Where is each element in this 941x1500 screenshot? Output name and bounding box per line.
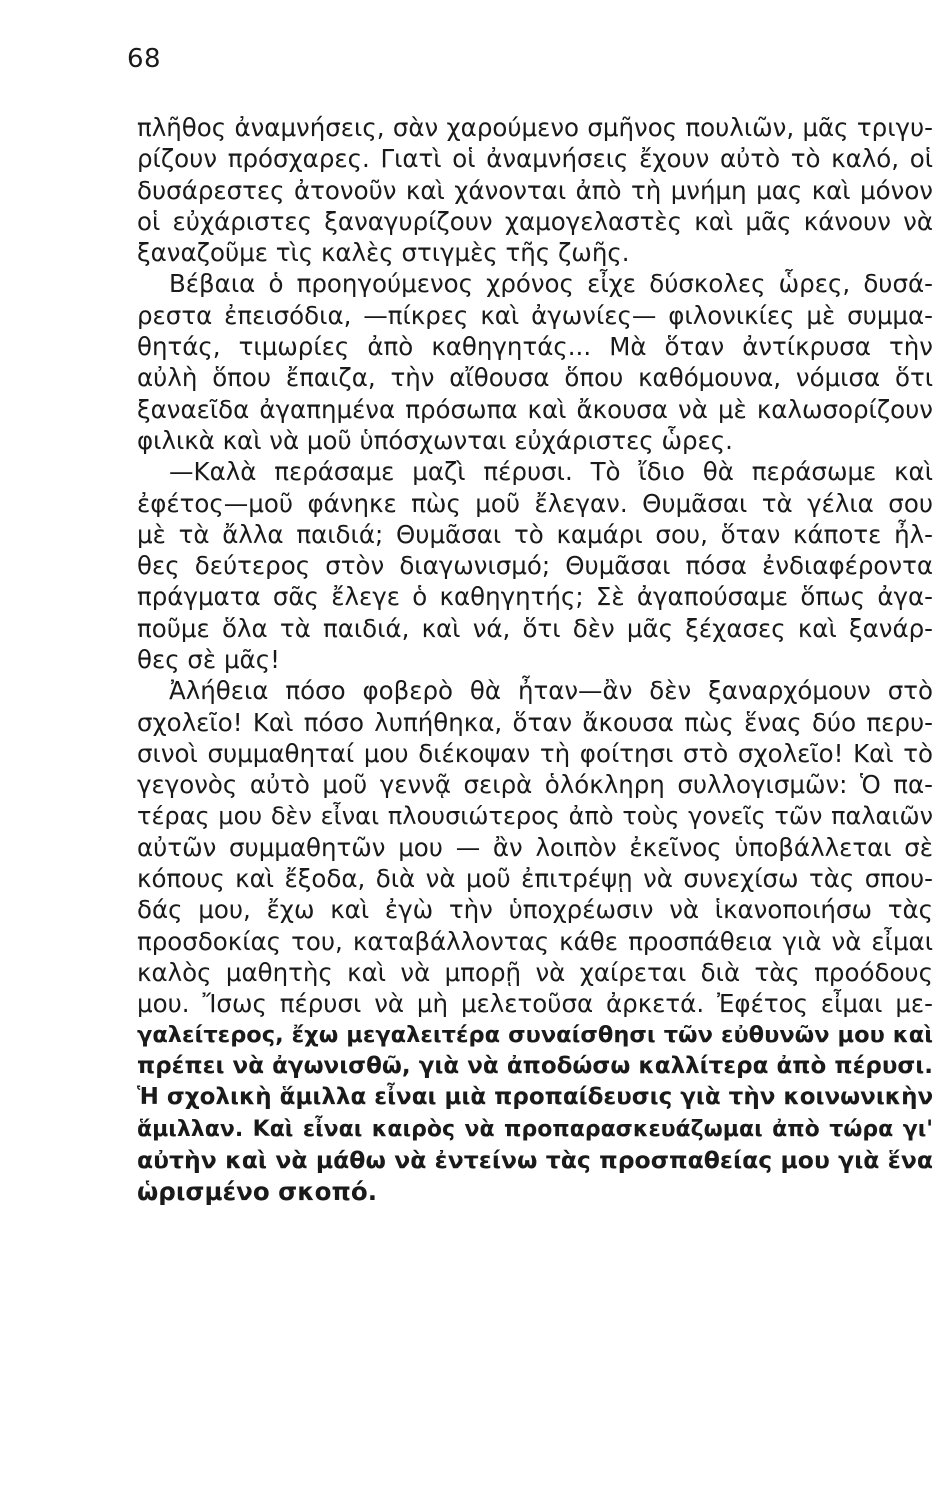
text-line: θητάς, τιμωρίες ἀπὸ καθηγητάς... Μὰ ὅταν ἀντίκρυσα τὴν — [137, 332, 933, 362]
text-line: ἐφέτος—μοῦ φάνηκε πὼς μοῦ ἔλεγαν. Θυμᾶσαι τὰ γέλια σου — [137, 488, 933, 518]
text-line: πράγματα σᾶς ἔλεγε ὁ καθηγητής; Σὲ ἀγαπούσαμε ὅπως ἀγα- — [137, 582, 933, 612]
text-line: —Καλὰ περάσαμε μαζὶ πέρυσι. Τὸ ἴδιο θὰ περάσωμε καὶ — [169, 457, 933, 487]
text-line: πρέπει νὰ ἀγωνισθῶ, γιὰ νὰ ἀποδώσω καλλίτερα ἀπὸ πέρυσι. — [137, 1052, 933, 1079]
text-line: μὲ τὰ ἄλλα παιδιά; Θυμᾶσαι τὸ καμάρι σου, ὅταν κάποτε ἦλ- — [137, 519, 933, 549]
text-line: αὐτὴν καὶ νὰ μάθω νὰ ἐντείνω τὰς προσπαθείας μου γιὰ ἕνα — [137, 1145, 933, 1174]
text-line: καλὸς μαθητὴς καὶ νὰ μπορῇ νὰ χαίρεται διὰ τὰς προόδους — [137, 958, 933, 988]
body-text — [137, 112, 933, 1207]
text-line: ξαναεῖδα ἀγαπημένα πρόσωπα καὶ ἄκουσα νὰ μὲ καλωσορίζουν — [137, 394, 933, 424]
text-line: αὐλὴ ὅπου ἔπαιζα, τὴν αἴθουσα ὅπου καθόμουνα, νόμισα ὅτι — [137, 363, 933, 393]
text-line: γαλείτερος, ἔχω μεγαλειτέρα συναίσθησι τῶν εὐθυνῶν μου καὶ — [137, 1021, 933, 1048]
text-line: ξαναζοῦμε τὶς καλὲς στιγμὲς τῆς ζωῆς. — [137, 238, 630, 268]
page-number: 68 — [127, 44, 162, 74]
text-line: θες δεύτερος στὸν διαγωνισμό; Θυμᾶσαι πόσα ἐνδιαφέροντα — [137, 551, 933, 581]
text-line: προσδοκίας του, καταβάλλοντας κάθε προσπάθεια γιὰ νὰ εἶμαι — [137, 926, 933, 956]
text-line: σινοὶ συμμαθηταί μου διέκοψαν τὴ φοίτησι στὸ σχολεῖο! Καὶ τὸ — [137, 738, 933, 768]
text-line: Βέβαια ὁ προηγούμενος χρόνος εἶχε δύσκολες ὧρες, δυσά- — [169, 269, 933, 299]
text-line: ρεστα ἐπεισόδια, —πίκρες καὶ ἀγωνίες— φιλονικίες μὲ συμμα- — [137, 300, 933, 330]
text-line: αὐτῶν συμμαθητῶν μου — ἂν λοιπὸν ἐκεῖνος ὑποβάλλεται σὲ — [137, 832, 933, 862]
text-line: Ἀλήθεια πόσο φοβερὸ θὰ ἦταν—ἂν δὲν ξαναρχόμουν στὸ — [169, 676, 933, 706]
text-line: οἱ εὐχάριστες ξαναγυρίζουν χαμογελαστὲς καὶ μᾶς κάνουν νὰ — [137, 206, 933, 236]
text-line: τέρας μου δὲν εἶναι πλουσιώτερος ἀπὸ τοὺς γονεῖς τῶν παλαιῶν — [137, 801, 933, 830]
text-line: σχολεῖο! Καὶ πόσο λυπήθηκα, ὅταν ἄκουσα πὼς ἕνας δύο περυ- — [137, 707, 933, 737]
text-line: ποῦμε ὅλα τὰ παιδιά, καὶ νά, ὅτι δὲν μᾶς ξέχασες καὶ ξανάρ- — [137, 613, 933, 643]
text-line: δυσάρεστες ἀτονοῦν καὶ χάνονται ἀπὸ τὴ μνήμη μας καὶ μόνον — [137, 175, 933, 205]
text-line: κόπους καὶ ἔξοδα, διὰ νὰ μοῦ ἐπιτρέψῃ νὰ συνεχίσω τὰς σπου- — [137, 864, 933, 894]
text-line: ρίζουν πρόσχαρες. Γιατὶ οἱ ἀναμνήσεις ἔχουν αὐτὸ τὸ καλό, οἱ — [137, 144, 933, 174]
text-line: ὡρισμένο σκοπό. — [137, 1177, 378, 1207]
text-line: πλῆθος ἀναμνήσεις, σὰν χαρούμενο σμῆνος πουλιῶν, μᾶς τριγυ- — [137, 113, 933, 142]
text-line: Ἡ σχολικὴ ἅμιλλα εἶναι μιὰ προπαίδευσις γιὰ τὴν κοινωνικὴν — [137, 1084, 934, 1111]
text-line: γεγονὸς αὐτὸ μοῦ γεννᾷ σειρὰ ὁλόκληρη συλλογισμῶν: Ὁ πα- — [137, 770, 933, 800]
text-line: μου. Ἴσως πέρυσι νὰ μὴ μελετοῦσα ἀρκετά. Ἐφέτος εἶμαι με- — [137, 989, 933, 1019]
text-line: θες σὲ μᾶς! — [137, 645, 280, 675]
text-line: δάς μου, ἔχω καὶ ἐγὼ τὴν ὑποχρέωσιν νὰ ἱκανοποιήσω τὰς — [137, 895, 933, 925]
text-line: φιλικὰ καὶ νὰ μοῦ ὑπόσχωνται εὐχάριστες ὧρες. — [137, 425, 733, 455]
text-line: ἅμιλλαν. Καὶ εἶναι καιρὸς νὰ προπαρασκευάζωμαι ἀπὸ τώρα γι' — [137, 1116, 933, 1142]
